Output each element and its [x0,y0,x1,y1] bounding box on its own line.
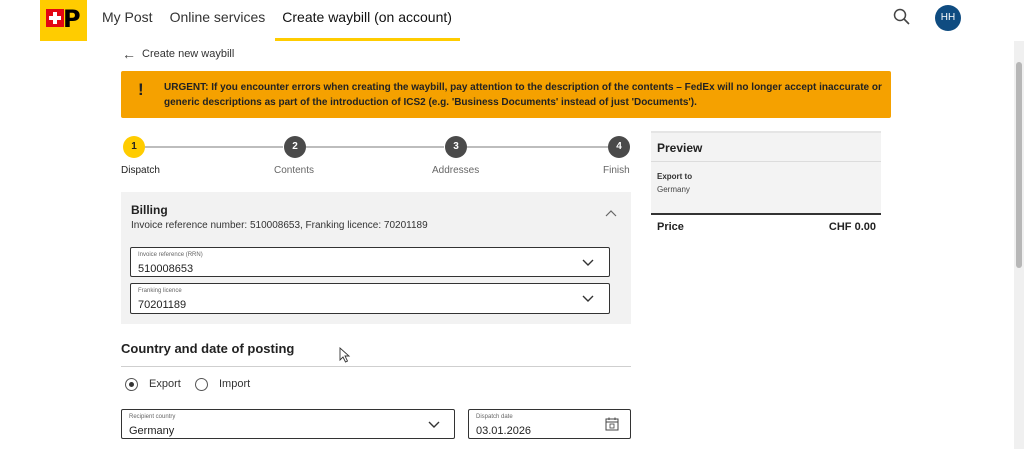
divider [651,213,881,215]
arrow-left-icon: ← [122,46,136,62]
nav-online-services[interactable]: Online services [169,9,266,25]
chevron-up-icon[interactable] [605,209,617,217]
calendar-icon[interactable] [605,417,619,431]
step-2-circle[interactable]: 2 [284,136,306,158]
scrollbar-thumb[interactable] [1016,62,1022,268]
franking-licence-select[interactable] [130,283,610,314]
step-3-circle[interactable]: 3 [445,136,467,158]
logo-letter: P [63,5,81,33]
step-1-circle[interactable]: 1 [123,136,145,158]
divider [121,366,631,367]
step-connector [306,146,444,148]
step-4-circle[interactable]: 4 [608,136,630,158]
export-radio-label[interactable]: Export [149,378,181,390]
export-to-label: Export to [657,172,693,181]
preview-title: Preview [657,141,703,155]
urgent-banner [121,71,891,118]
swiss-post-logo[interactable] [40,0,87,41]
chevron-down-icon [582,295,594,303]
invoice-reference-select[interactable] [130,247,610,277]
import-radio[interactable] [195,378,208,391]
nav-my-post[interactable]: My Post [102,9,153,25]
billing-panel [121,192,631,324]
back-link[interactable] [122,46,234,62]
price-value: CHF 0.00 [828,221,876,233]
chevron-down-icon [428,421,440,429]
section-title: Country and date of posting [121,341,295,356]
step-2-label: Contents [274,165,315,176]
main-nav [102,0,469,41]
back-link-label: Create new waybill [142,48,235,60]
nav-create-waybill[interactable]: Create waybill (on account) [282,0,452,41]
field-value: 03.01.2026 [476,425,532,437]
field-label: Franking licence [138,288,182,294]
warning-icon: ! [138,80,144,99]
mouse-cursor-icon [339,347,351,363]
field-label: Recipient country [129,414,176,420]
field-label: Invoice reference (RRN) [138,252,203,258]
billing-title: Billing [131,203,168,217]
billing-summary: Invoice reference number: 510008653, Franking licence: 70201189 [131,220,428,231]
dispatch-date-input[interactable] [468,409,631,439]
banner-message: URGENT: If you encounter errors when creating the waybill, pay attention to the description of the contents – FedEx will no longer accept inaccurate or generic descriptions as part of the introduction of ICS2 (e.g. 'Business Documents' instead of just 'Documents'). [164,82,882,108]
export-radio[interactable] [125,378,138,391]
field-value: Germany [129,425,175,437]
field-value: 510008653 [138,263,194,275]
chevron-down-icon [582,259,594,267]
field-value: 70201189 [138,299,187,311]
field-label: Dispatch date [476,414,513,420]
step-3-label: Addresses [432,165,480,176]
step-4-label: Finish [603,165,630,176]
divider [651,161,881,162]
step-1-label: Dispatch [121,165,160,176]
step-connector [467,146,608,148]
price-label: Price [657,221,684,233]
search-icon[interactable] [892,7,912,27]
avatar[interactable]: HH [935,5,961,31]
preview-panel [651,131,881,213]
recipient-country-select[interactable] [121,409,455,439]
export-to-value: Germany [657,185,690,194]
step-connector [145,146,283,148]
import-radio-label[interactable]: Import [219,378,251,390]
top-header [0,0,1024,41]
swiss-cross-icon [46,9,64,27]
